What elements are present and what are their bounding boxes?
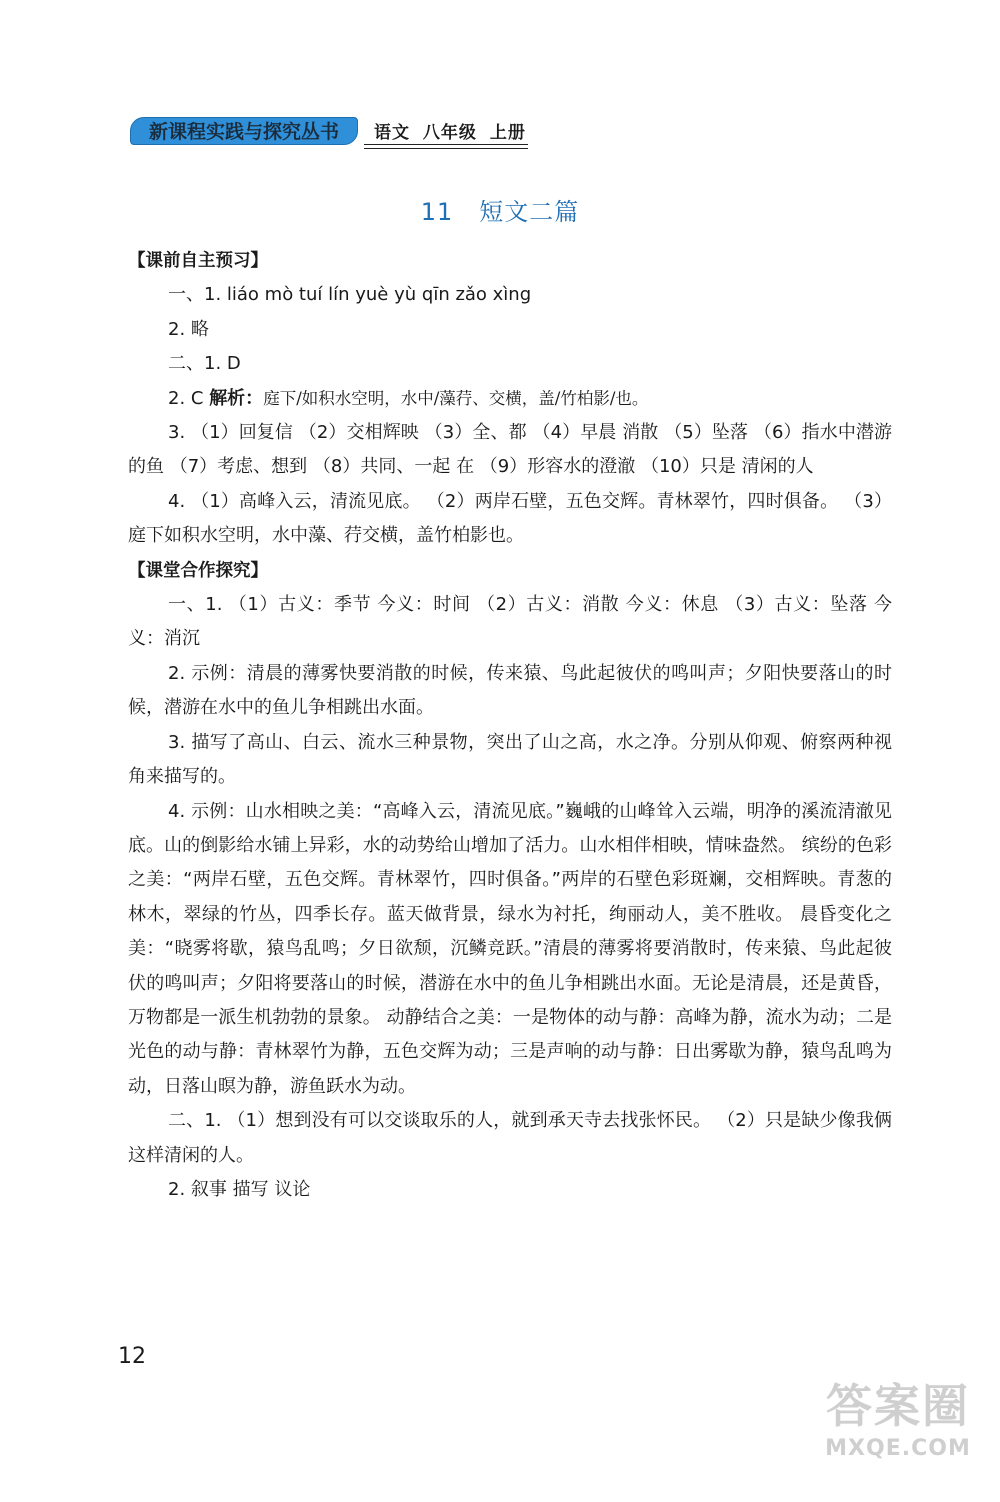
book-header [130,115,530,147]
header-rule-secondary [364,148,528,149]
watermark [808,1378,988,1488]
page-number: 12 [118,1344,146,1369]
preview-item-3: 二、1. D [168,353,241,375]
lesson-title [0,192,1000,227]
section-heading-preview: 【课前自主预习】 [128,251,268,271]
lesson-number: 11 [420,198,454,226]
explore-item-2: 2. 示例：清晨的薄雾快要消散的时候，传来猿、鸟此起彼伏的鸣叫声；夕阳快要落山的时候，潜游在水中的鱼儿争相跳出水面。 [128,662,892,719]
preview-item-1: 一、1. liáo mò tuí lín yuè yù qīn zǎo xìng [168,284,532,306]
header-rule [364,144,528,145]
explore-item-3: 3. 描写了高山、白云、流水三种景物，突出了山之高，水之净。分别从仰观、俯察两种视角来描写的。 [128,731,892,788]
book-info: 语文 八年级 上册 [374,123,526,143]
watermark-logo: 答案圈 [826,1379,970,1433]
answer-content [128,244,892,1207]
preview-item-2: 2. 略 [168,318,209,340]
lesson-name: 短文二篇 [479,198,580,226]
section-heading-explore: 【课堂合作探究】 [128,560,268,581]
preview-item-4 [128,382,892,416]
explore-item-5: 二、1. （1）想到没有可以交谈取乐的人，就到承天寺去找张怀民。 （2）只是缺少像我俩这样清闲的人。 [128,1110,892,1166]
preview-item-5: 3. （1）回复信 （2）交相辉映 （3）全、都 （4）早晨 消散 （5）坠落 （6）指水中潜游的鱼 （7）考虑、想到 （8）共同、一起 在 （9）形容水的澄澈 （10）只是 清闲的人 [128,422,892,478]
analysis-text: 庭下/如积水空明，水中/藻荇、交横，盖/竹柏影/也。 [263,388,649,408]
preview-item-6: 4. （1）高峰入云，清流见底。 （2）两岸石壁，五色交辉。青林翠竹，四时俱备。 （3）庭下如积水空明，水中藻、荇交横，盖竹柏影也。 [128,490,892,547]
explore-item-1: 一、1. （1）古义：季节 今义：时间 （2）古义：消散 今义：休息 （3）古义：坠落 今义：消沉 [128,594,892,650]
watermark-url: MXQE.COM [825,1436,971,1461]
explore-item-4: 4. 示例：山水相映之美：“高峰入云，清流见底。”巍峨的山峰耸入云端，明净的溪流清澈见底。山的倒影给水铺上异彩，水的动势给山增加了活力。山水相伴相映，情味盎然。 缤纷的色彩之美：“两岸石壁，五色交辉。青林翠竹，四时俱备。”两岸的石壁色彩斑斓，交相辉映。青葱的林木，翠绿的竹丛，四季长存。蓝天做背景，绿水为衬托，绚丽动人，美不胜收。 晨昏变化之美：“晓雾将歇，猿鸟乱鸣；夕日欲颓，沉鳞竞跃。”清晨的薄雾将要消散时，传来猿、鸟此起彼伏的鸣叫声；夕阳将要落山的时候，潜游在水中的鱼儿争相跳出水面。无论是清晨，还是黄昏，万物都是一派生机勃勃的景象。 动静结合之美：一是物体的动与静：高峰为静，流水为动；二是光色的动与静：青林翠竹为静，五色交辉为动；三是声响的动与静：日出雾歇为静，猿鸟乱鸣为动，日落山暝为静，游鱼跃水为动。 [128,800,892,1097]
preview-item-4-answer: 2. C [168,387,210,409]
explore-item-6: 2. 叙事 描写 议论 [168,1178,311,1200]
analysis-label: 解析： [209,387,264,409]
series-badge: 新课程实践与探究丛书 [130,117,358,145]
